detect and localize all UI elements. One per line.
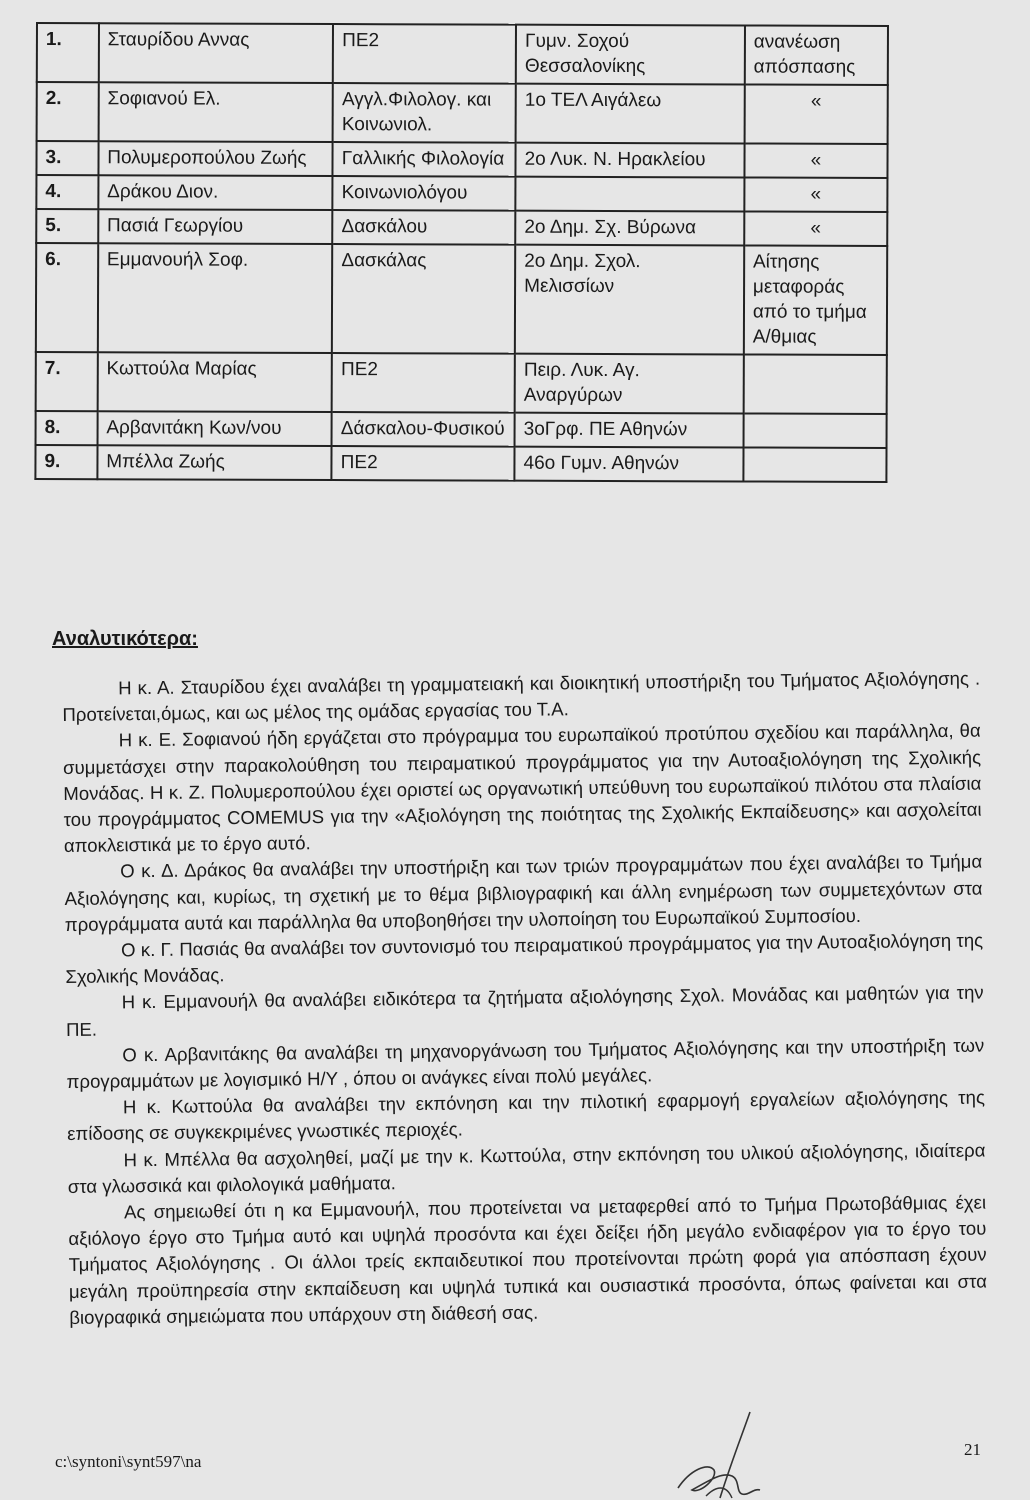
cell-note: ανανέωση απόσπασης: [745, 25, 888, 84]
cell-specialty: Δάσκαλου-Φυσικού: [332, 412, 515, 447]
cell-note: [743, 354, 886, 413]
cell-school: Πειρ. Λυκ. Αγ. Αναργύρων: [515, 354, 744, 414]
section-heading: Αναλυτικότερα:: [52, 628, 198, 650]
paragraph: Η κ. Κωττούλα θα αναλάβει την εκπόνηση και την πιλοτική εφαρμογή εργαλείων αξιολόγησης της επίδοσης σε συγκεκριμένες γνωστικές περιοχές.: [67, 1086, 985, 1145]
cell-school: 2ο Δημ. Σχολ. Μελισσίων: [515, 245, 744, 355]
paragraph: Η κ. Μπέλλα θα ασχοληθεί, μαζί με την κ. Κωττούλα, στην εκπόνηση του υλικού αξιολόγησης, ιδιαίτερα στα γλωσσικά και φιλολογικά μαθήματα.: [67, 1139, 986, 1197]
cell-note: [743, 413, 886, 447]
page-number: 21: [964, 1440, 981, 1459]
table-row: [36, 352, 887, 414]
cell-teacher-name: Σοφιανού Ελ.: [98, 82, 333, 142]
cell-specialty: Γαλλικής Φιλολογία: [333, 142, 516, 177]
cell-note: «: [744, 211, 887, 245]
table-row: [37, 82, 888, 144]
paragraph: Ο κ. Γ. Πασιάς θα αναλάβει τον συντονισμό του πειραματικού προγράμματος για την Αυτοαξιολόγηση της Σχολικής Μονάδας.: [65, 929, 984, 988]
cell-row-number: 4.: [36, 175, 98, 209]
cell-teacher-name: Κωττούλα Μαρίας: [97, 352, 332, 412]
cell-row-number: 3.: [36, 141, 98, 175]
cell-teacher-name: Μπέλλα Ζωής: [97, 445, 332, 480]
table-row: [36, 209, 887, 246]
cell-school: [515, 177, 744, 212]
signature-icon: [670, 1410, 780, 1500]
cell-specialty: Αγγλ.Φιλολογ. και Κοινωνιολ.: [333, 83, 516, 143]
paragraph: Ο κ. Δ. Δράκος θα αναλάβει την υποστήριξη και των τριών προγραμμάτων που έχει αναλάβει το Τμήμα Αξιολόγησης και, κυρίως, τη σχετική με το θέμα βιβλιογραφική και άλλη ενημέρωση των συμμετεχόντων στα προγράμματα αυτά και παράλληλα θα υποβοηθήσει την υλοποίηση του Ευρωπαϊκού Συμποσίου.: [64, 850, 983, 935]
cell-specialty: Δασκάλας: [332, 244, 515, 354]
paragraph: Ο κ. Αρβανιτάκης θα αναλάβει τη μηχανοργάνωση του Τμήματος Αξιολόγησης και την υποστήριξη των προγραμμάτων με λογισμικό Η/Υ , όπου οι ανάγκες είναι πολύ μεγάλες.: [66, 1034, 985, 1093]
cell-row-number: 2.: [37, 82, 99, 141]
paragraph: Η κ. Εμμανουήλ θα αναλάβει ειδικότερα τα ζητήματα αξιολόγησης Σχολ. Μονάδας και μαθητών για την ΠΕ.: [65, 982, 984, 1040]
cell-specialty: ΠΕ2: [332, 353, 515, 413]
cell-teacher-name: Εμμανουήλ Σοφ.: [98, 243, 333, 353]
cell-school: 1ο ΤΕΛ Αιγάλεω: [516, 84, 745, 144]
cell-note: Αίτησης μεταφοράς από το τμήμα Α/θμιας: [744, 245, 888, 354]
paragraph: Η κ. Ε. Σοφιανού ήδη εργάζεται στο πρόγραμμα του ευρωπαϊκού προτύπου σχεδίου και παράλληλα, θα συμμετάσχει στην παρακολούθηση του πειραματικού προγράμματος για την Αυτοαξιολόγηση της Σχολικής Μονάδας. Η κ. Ζ. Πολυμεροπούλου έχει οριστεί ως οργανωτική υπεύθυνη του ευρωπαϊκού πιλότου στα πλαίσια του προγράμματος COMEMUS για την «Αξιολόγηση της ποιότητας της Σχολικής Εκπαίδευσης» και ασχολείται αποκλειστικά με το έργο αυτό.: [62, 719, 982, 857]
cell-teacher-name: Δράκου Διον.: [98, 175, 333, 210]
table-row: [36, 243, 887, 355]
cell-school: Γυμν. Σοχού Θεσσαλονίκης: [516, 25, 745, 85]
table-row: [35, 445, 886, 482]
cell-school: 3οΓρφ. ΠΕ Αθηνών: [515, 413, 744, 448]
cell-row-number: 9.: [35, 445, 97, 479]
cell-note: «: [744, 177, 887, 211]
cell-specialty: Κοινωνιολόγου: [333, 176, 516, 211]
cell-school: 2ο Λυκ. Ν. Ηρακλείου: [516, 143, 745, 178]
cell-school: 46ο Γυμν. Αθηνών: [514, 447, 743, 482]
cell-note: [743, 447, 886, 481]
cell-specialty: ΠΕ2: [332, 446, 515, 481]
cell-school: 2ο Δημ. Σχ. Βύρωνα: [515, 211, 744, 246]
footer-file-path: c:\syntoni\synt597\na: [55, 1452, 202, 1471]
cell-row-number: 7.: [36, 352, 98, 411]
cell-note: «: [744, 143, 887, 177]
cell-note: «: [744, 84, 887, 143]
paragraph: Η κ. Α. Σταυρίδου έχει αναλάβει τη γραμματειακή και διοικητική υποστήριξη του Τμήματος Αξιολόγησης . Προτείνεται,όμως, και ως μέλος της ομάδας εργασίας του Τ.Α.: [62, 667, 981, 726]
table-row: [36, 175, 887, 212]
cell-specialty: Δασκάλου: [332, 210, 515, 245]
cell-specialty: ΠΕ2: [333, 24, 516, 84]
cell-row-number: 8.: [36, 411, 98, 445]
cell-row-number: 6.: [36, 243, 98, 352]
table-row: [36, 411, 887, 448]
cell-teacher-name: Σταυρίδου Αννας: [99, 23, 334, 83]
cell-row-number: 1.: [37, 23, 99, 82]
staff-table: [34, 22, 889, 483]
table-row: [36, 141, 887, 178]
paragraph: Ας σημειωθεί ότι η κα Εμμανουήλ, που προτείνεται να μεταφερθεί από το Τμήμα Πρωτοβάθμιας έχει αξιόλογο έργο στο Τμήμα αυτό και υψηλά προσόντα και έχει δείξει ήδη μεγάλο ενδιαφέρον για το έργο του Τμήματος Αξιολόγησης . Οι άλλοι τρείς εκπαιδευτικοί που προτείνονται πρώτη φορά για απόσπαση έχουν μεγάλη προϋπηρεσία στην εκπαίδευση και υψηλά τυπικά και ουσιαστικά προσόντα, όπως φαίνεται και στα βιογραφικά σημειώματα που υπάρχουν στη διάθεσή σας.: [68, 1191, 988, 1328]
cell-teacher-name: Αρβανιτάκη Κων/νου: [97, 411, 332, 446]
table-row: [37, 23, 888, 85]
cell-row-number: 5.: [36, 209, 98, 243]
cell-teacher-name: Πασιά Γεωργίου: [98, 209, 333, 244]
staff-table-body: [35, 23, 888, 482]
cell-teacher-name: Πολυμεροπούλου Ζωής: [98, 141, 333, 176]
body-text: [62, 666, 987, 1331]
